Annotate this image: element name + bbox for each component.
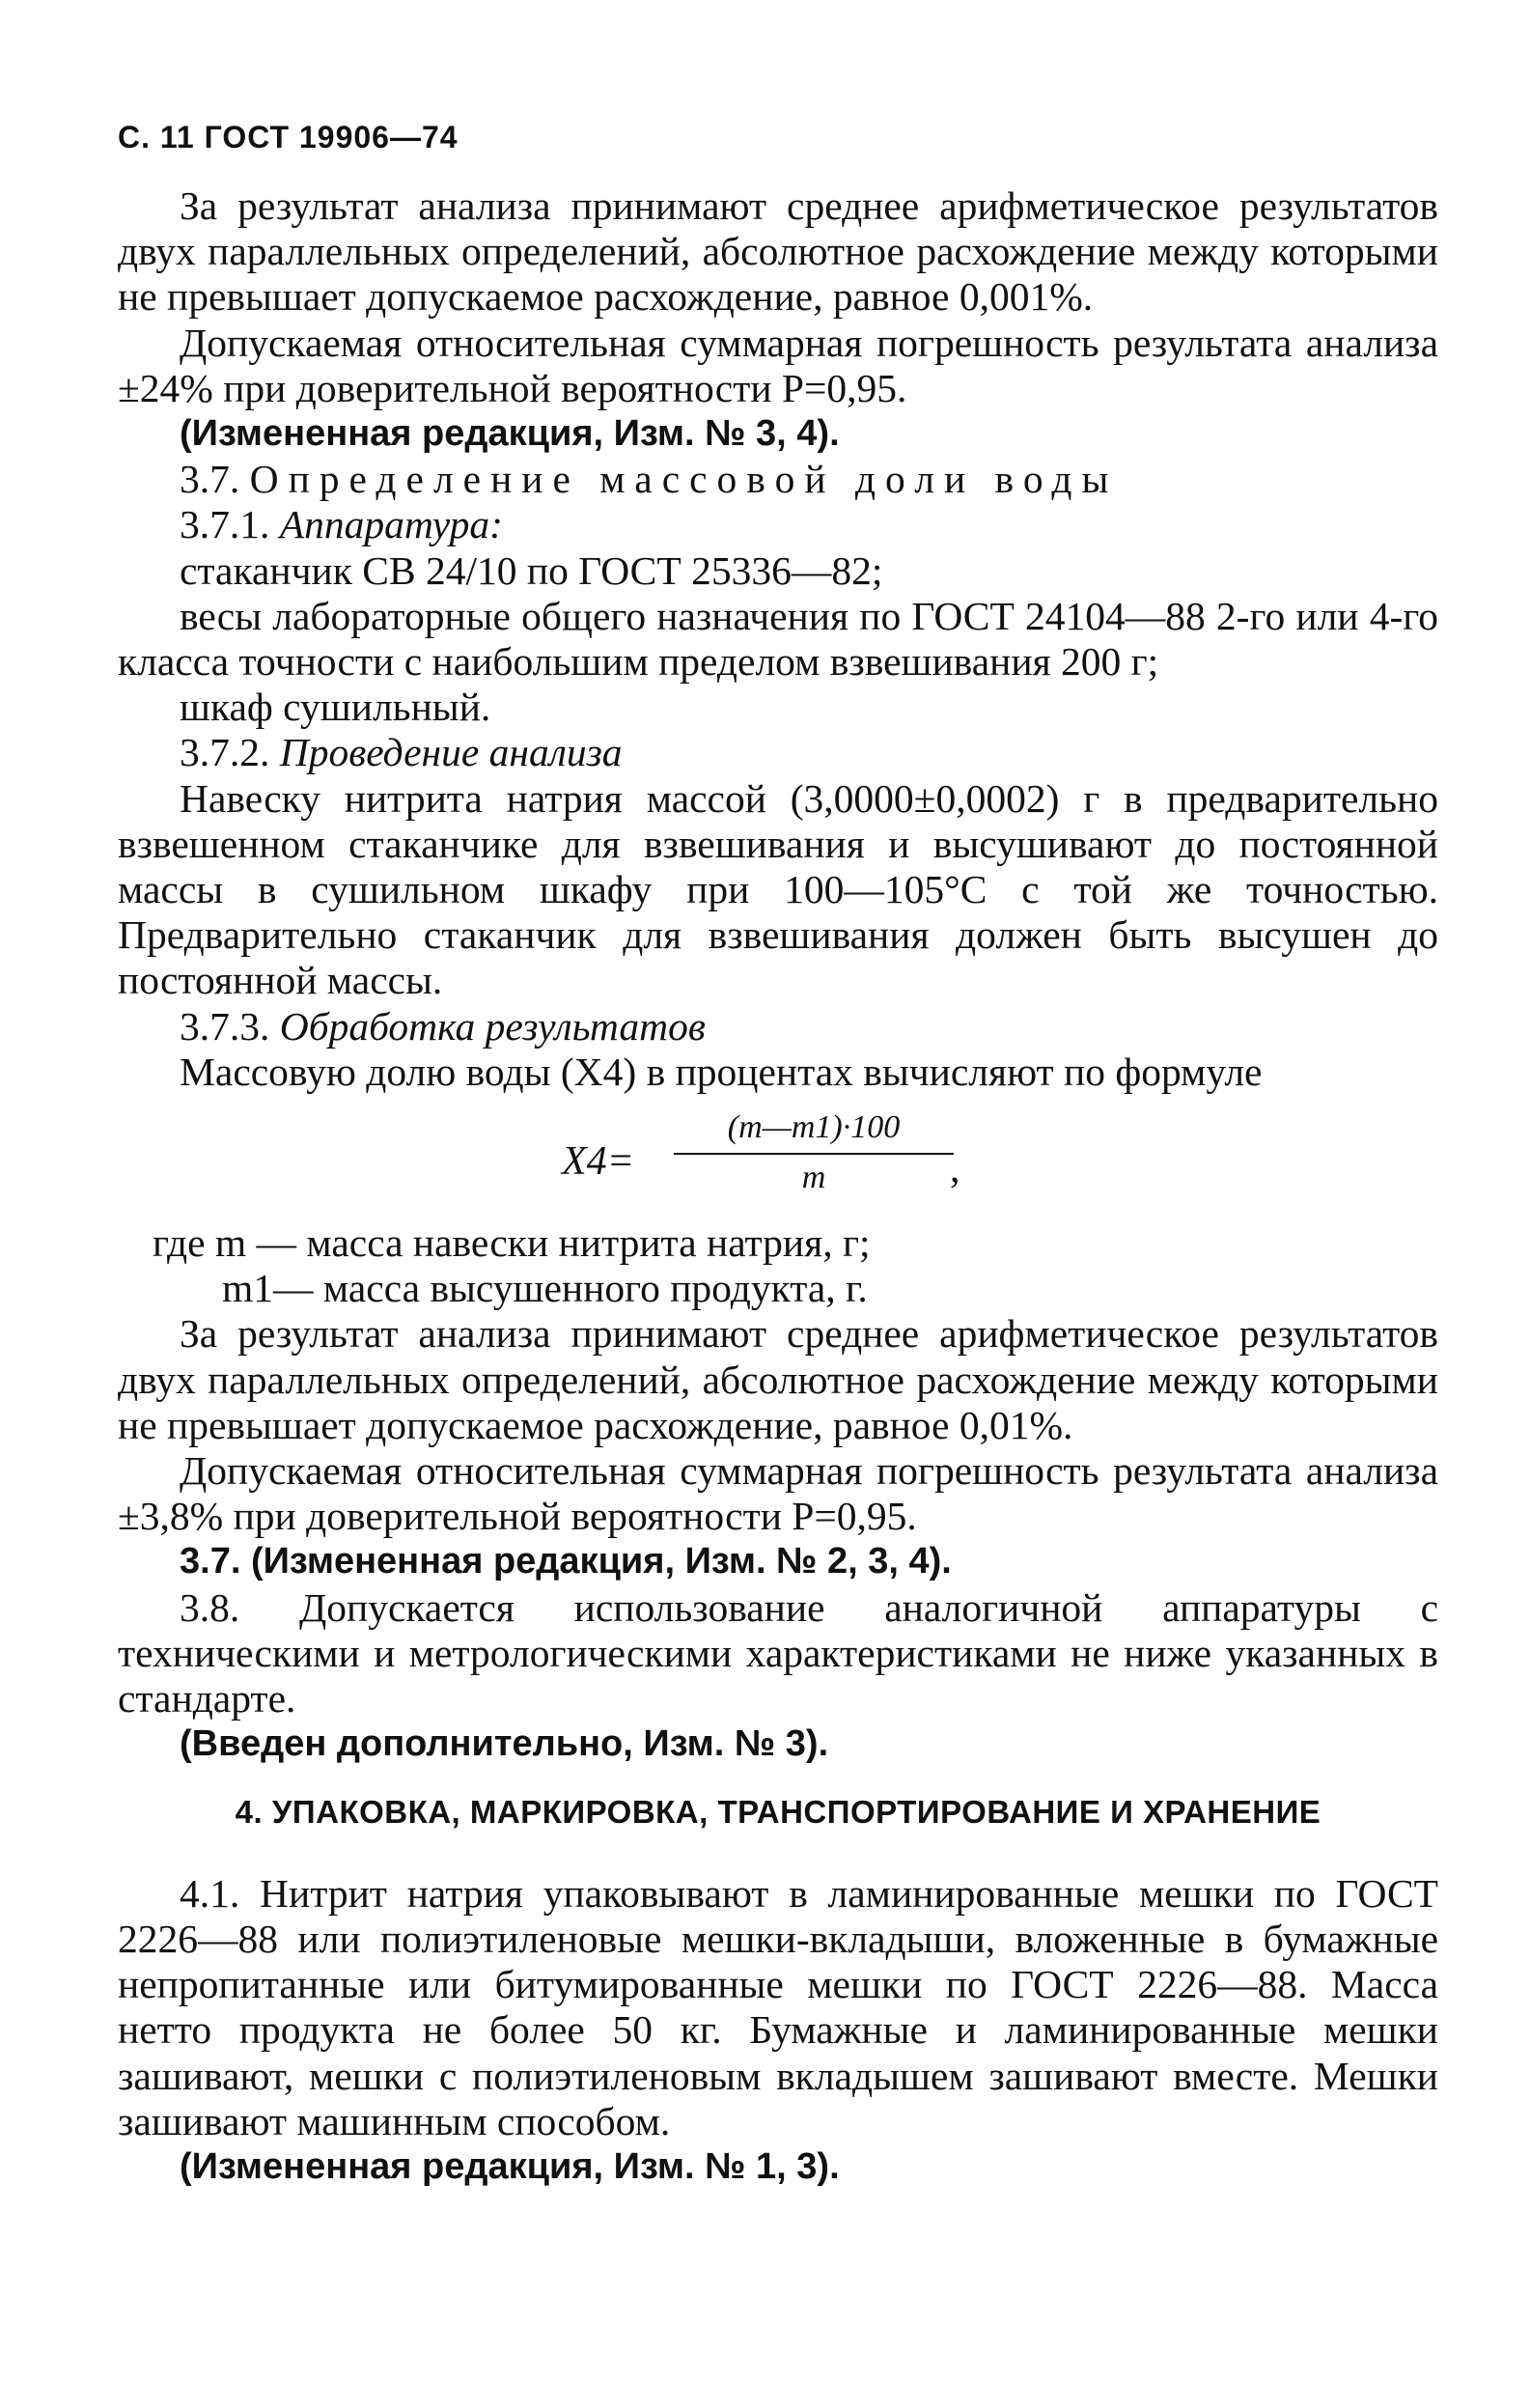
section-4-title: 4. УПАКОВКА, МАРКИРОВКА, ТРАНСПОРТИРОВАНИЕ И ХРАНЕНИЕ: [235, 1793, 1321, 1830]
clause-title: Обработка результатов: [279, 1003, 706, 1049]
where-line-2: m1— масса высушенного продукта, г.: [222, 1266, 868, 1311]
where-line-1: где m — масса навески нитрита натрия, г;: [153, 1220, 871, 1266]
paragraph-clause-3-8: 3.8. Допускается использование аналогичной аппаратуры с техническими и метрологическими характеристиками не ниже указанных в стандарте.: [118, 1584, 1438, 1722]
clause-title: Определение массовой доли воды: [249, 457, 1119, 502]
formula-lhs: X4=: [562, 1139, 634, 1185]
amendment-note-1: (Измененная редакция, Изм. № 3, 4).: [180, 413, 840, 455]
clause-number: 3.7.1.: [180, 502, 270, 547]
paragraph-result-2: За результат анализа принимают среднее арифметическое результатов двух параллельных определений, абсолютное расхождение между которыми не превышает допускаемое расхождение, равное 0,01%.: [118, 1311, 1438, 1447]
page-header: С. 11 ГОСТ 19906—74: [118, 120, 459, 154]
clause-3-7-heading: [118, 457, 1438, 502]
paragraph-clause-4-1: 4.1. Нитрит натрия упаковывают в ламинированные мешки по ГОСТ 2226—88 или полиэтиленовые мешки-вкладыши, вложенные в бумажные непропитанные или битумированные мешки по ГОСТ 2226—88. Масса нетто продукта не более 50 кг. Бумажные и ламинированные мешки зашивают, мешки с полиэтиленовым вкладышем зашивают вместе. Мешки зашивают машинным способом.: [118, 1870, 1438, 2143]
formula-tail: ,: [950, 1147, 960, 1192]
amendment-note-3: (Введен дополнительно, Изм. № 3).: [180, 1723, 829, 1765]
equipment-item-3: шкаф сушильный.: [180, 685, 491, 730]
page-body: [118, 183, 1438, 2190]
paragraph-error-1: Допускаемая относительная суммарная погрешность результата анализа ±24% при доверительной вероятности P=0,95.: [118, 320, 1438, 410]
formula-fraction: [674, 1108, 954, 1197]
clause-title: Проведение анализа: [279, 730, 623, 775]
paragraph-error-2: Допускаемая относительная суммарная погрешность результата анализа ±3,8% при доверительной вероятности P=0,95.: [118, 1448, 1438, 1539]
clause-3-7-1-heading: [118, 502, 1438, 547]
equipment-item-1: стаканчик СВ 24/10 по ГОСТ 25336—82;: [180, 547, 883, 593]
clause-number: 3.7.2.: [180, 730, 270, 775]
paragraph-result-1: За результат анализа принимают среднее арифметическое результатов двух параллельных определений, абсолютное расхождение между которыми не превышает допускаемое расхождение, равное 0,001%.: [118, 183, 1438, 320]
formula-x4: [118, 1095, 1438, 1220]
formula-denominator: m: [801, 1160, 826, 1196]
paragraph-formula-intro: Массовую долю воды (X4) в процентах вычисляют по формуле: [180, 1049, 1263, 1094]
amendment-note-4: (Измененная редакция, Изм. № 1, 3).: [180, 2145, 840, 2187]
clause-3-7-2-heading: [118, 730, 1438, 775]
clause-3-7-3-heading: [118, 1004, 1438, 1050]
clause-number: 3.7.3.: [180, 1003, 270, 1049]
clause-number: 3.7.: [180, 457, 240, 502]
fraction-bar: [674, 1153, 954, 1155]
paragraph-procedure: Навеску нитрита натрия массой (3,0000±0,0002) г в предварительно взвешенном стаканчике для взвешивания и высушивают до постоянной массы в сушильном шкафу при 100—105°С с той же точностью. Предварительно стаканчик для взвешивания должен быть высушен до постоянной массы.: [118, 775, 1438, 1003]
amendment-note-2: 3.7. (Измененная редакция, Изм. № 2, 3, 4).: [180, 1541, 952, 1582]
equipment-item-2: весы лабораторные общего назначения по ГОСТ 24104—88 2-го или 4-го класса точности с наибольшим пределом взвешивания 200 г;: [118, 593, 1438, 685]
clause-title: Аппаратура:: [279, 502, 503, 547]
formula-numerator: (m—m1)·100: [727, 1109, 901, 1146]
